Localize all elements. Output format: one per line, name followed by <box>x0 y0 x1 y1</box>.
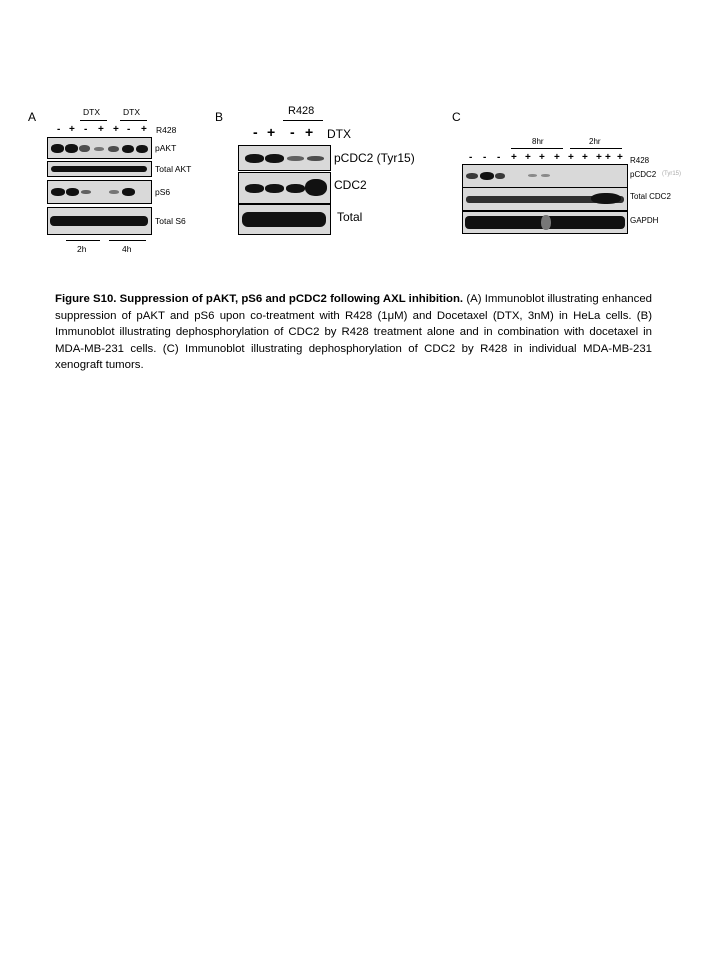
blot-ps6 <box>47 180 152 204</box>
blot-pcdc2 <box>238 145 331 171</box>
treatment-sign: - <box>497 152 501 163</box>
time-bracket <box>66 240 100 241</box>
caption-title: Figure S10. Suppression of pAKT, pS6 and pCDC2 following AXL inhibition. <box>55 293 464 305</box>
blot-label-total-s6: Total S6 <box>155 216 186 226</box>
dtx-sign: + <box>305 124 314 140</box>
figure-caption <box>55 291 652 374</box>
treatment-sign: - <box>57 124 61 135</box>
treatment-sign: + <box>525 152 531 163</box>
treatment-sign: + <box>617 152 623 163</box>
blot-label-total-akt: Total AKT <box>155 164 192 174</box>
r428-bracket <box>283 120 323 121</box>
dtx-sign: - <box>253 124 258 140</box>
time-label: 4h <box>122 244 132 254</box>
blot-total-s6 <box>47 207 152 235</box>
panel-label-b: B <box>215 110 224 124</box>
time-label: 2hr <box>589 137 601 146</box>
blot-total-akt <box>47 161 152 177</box>
treatment-sign: - <box>127 124 131 135</box>
treatment-sign: + <box>69 124 75 135</box>
phospho-site-label: (Tyr15) <box>662 171 682 177</box>
dtx-sign: - <box>290 124 295 140</box>
blot-cdc2 <box>238 172 331 204</box>
treatment-sign: + <box>539 152 545 163</box>
r428-header: R428 <box>288 105 315 117</box>
dtx-bracket <box>80 120 107 121</box>
blot-label-ps6: pS6 <box>155 187 171 197</box>
dtx-bracket <box>120 120 147 121</box>
panel-label-c: C <box>452 110 461 124</box>
blot-label-cdc2: CDC2 <box>334 178 367 192</box>
dtx-header: DTX <box>83 107 100 117</box>
blot-total-cdc2 <box>462 187 628 211</box>
blot-label-total: Total <box>337 210 363 224</box>
blot-label-gapdh: GAPDH <box>630 216 659 225</box>
treatment-sign: + <box>98 124 104 135</box>
blot-label-pcdc2: pCDC2 (Tyr15) <box>334 151 415 165</box>
dtx-label: DTX <box>327 127 351 141</box>
treatment-sign: + <box>511 152 517 163</box>
treatment-sign: + <box>605 152 611 163</box>
treatment-sign: - <box>84 124 88 135</box>
treatment-sign: + <box>141 124 147 135</box>
treatment-sign: + <box>568 152 574 163</box>
blot-gapdh <box>462 211 628 234</box>
time-bracket <box>511 148 563 149</box>
blot-total <box>238 204 331 235</box>
blot-label-pakt: pAKT <box>155 143 177 153</box>
treatment-sign: + <box>596 152 602 163</box>
blot-label-pcdc2: pCDC2 <box>630 170 657 179</box>
treatment-sign: - <box>469 152 473 163</box>
treatment-sign: - <box>483 152 487 163</box>
blot-label-total-cdc2: Total CDC2 <box>630 192 671 201</box>
dtx-header: DTX <box>123 107 140 117</box>
time-label: 2h <box>77 244 87 254</box>
time-bracket <box>109 240 146 241</box>
treatment-sign: + <box>582 152 588 163</box>
treatment-sign: + <box>113 124 119 135</box>
treatment-sign: + <box>554 152 560 163</box>
time-label: 8hr <box>532 137 544 146</box>
panel-label-a: A <box>28 110 37 124</box>
time-bracket <box>570 148 622 149</box>
treatment-label: R428 <box>630 156 650 165</box>
treatment-label: R428 <box>156 125 177 135</box>
blot-pakt <box>47 137 152 159</box>
dtx-sign: + <box>267 124 276 140</box>
blot-pcdc2 <box>462 164 628 188</box>
caption-body: (A) Immunoblot illustrating enhanced suppression of pAKT and pS6 upon co-treatment with R428 (1μM) and Docetaxel (DTX, 3nM) in HeLa cells. (B) Immunoblot illustrating dephosphorylation of CDC2 by R428 treatment alone and in combination with docetaxel in MDA-MB-231 cells. (C) Immunoblot illustrating dephosphorylation of CDC2 by R428 in individual MDA-MB-231 xenograft tumors. <box>55 293 652 371</box>
